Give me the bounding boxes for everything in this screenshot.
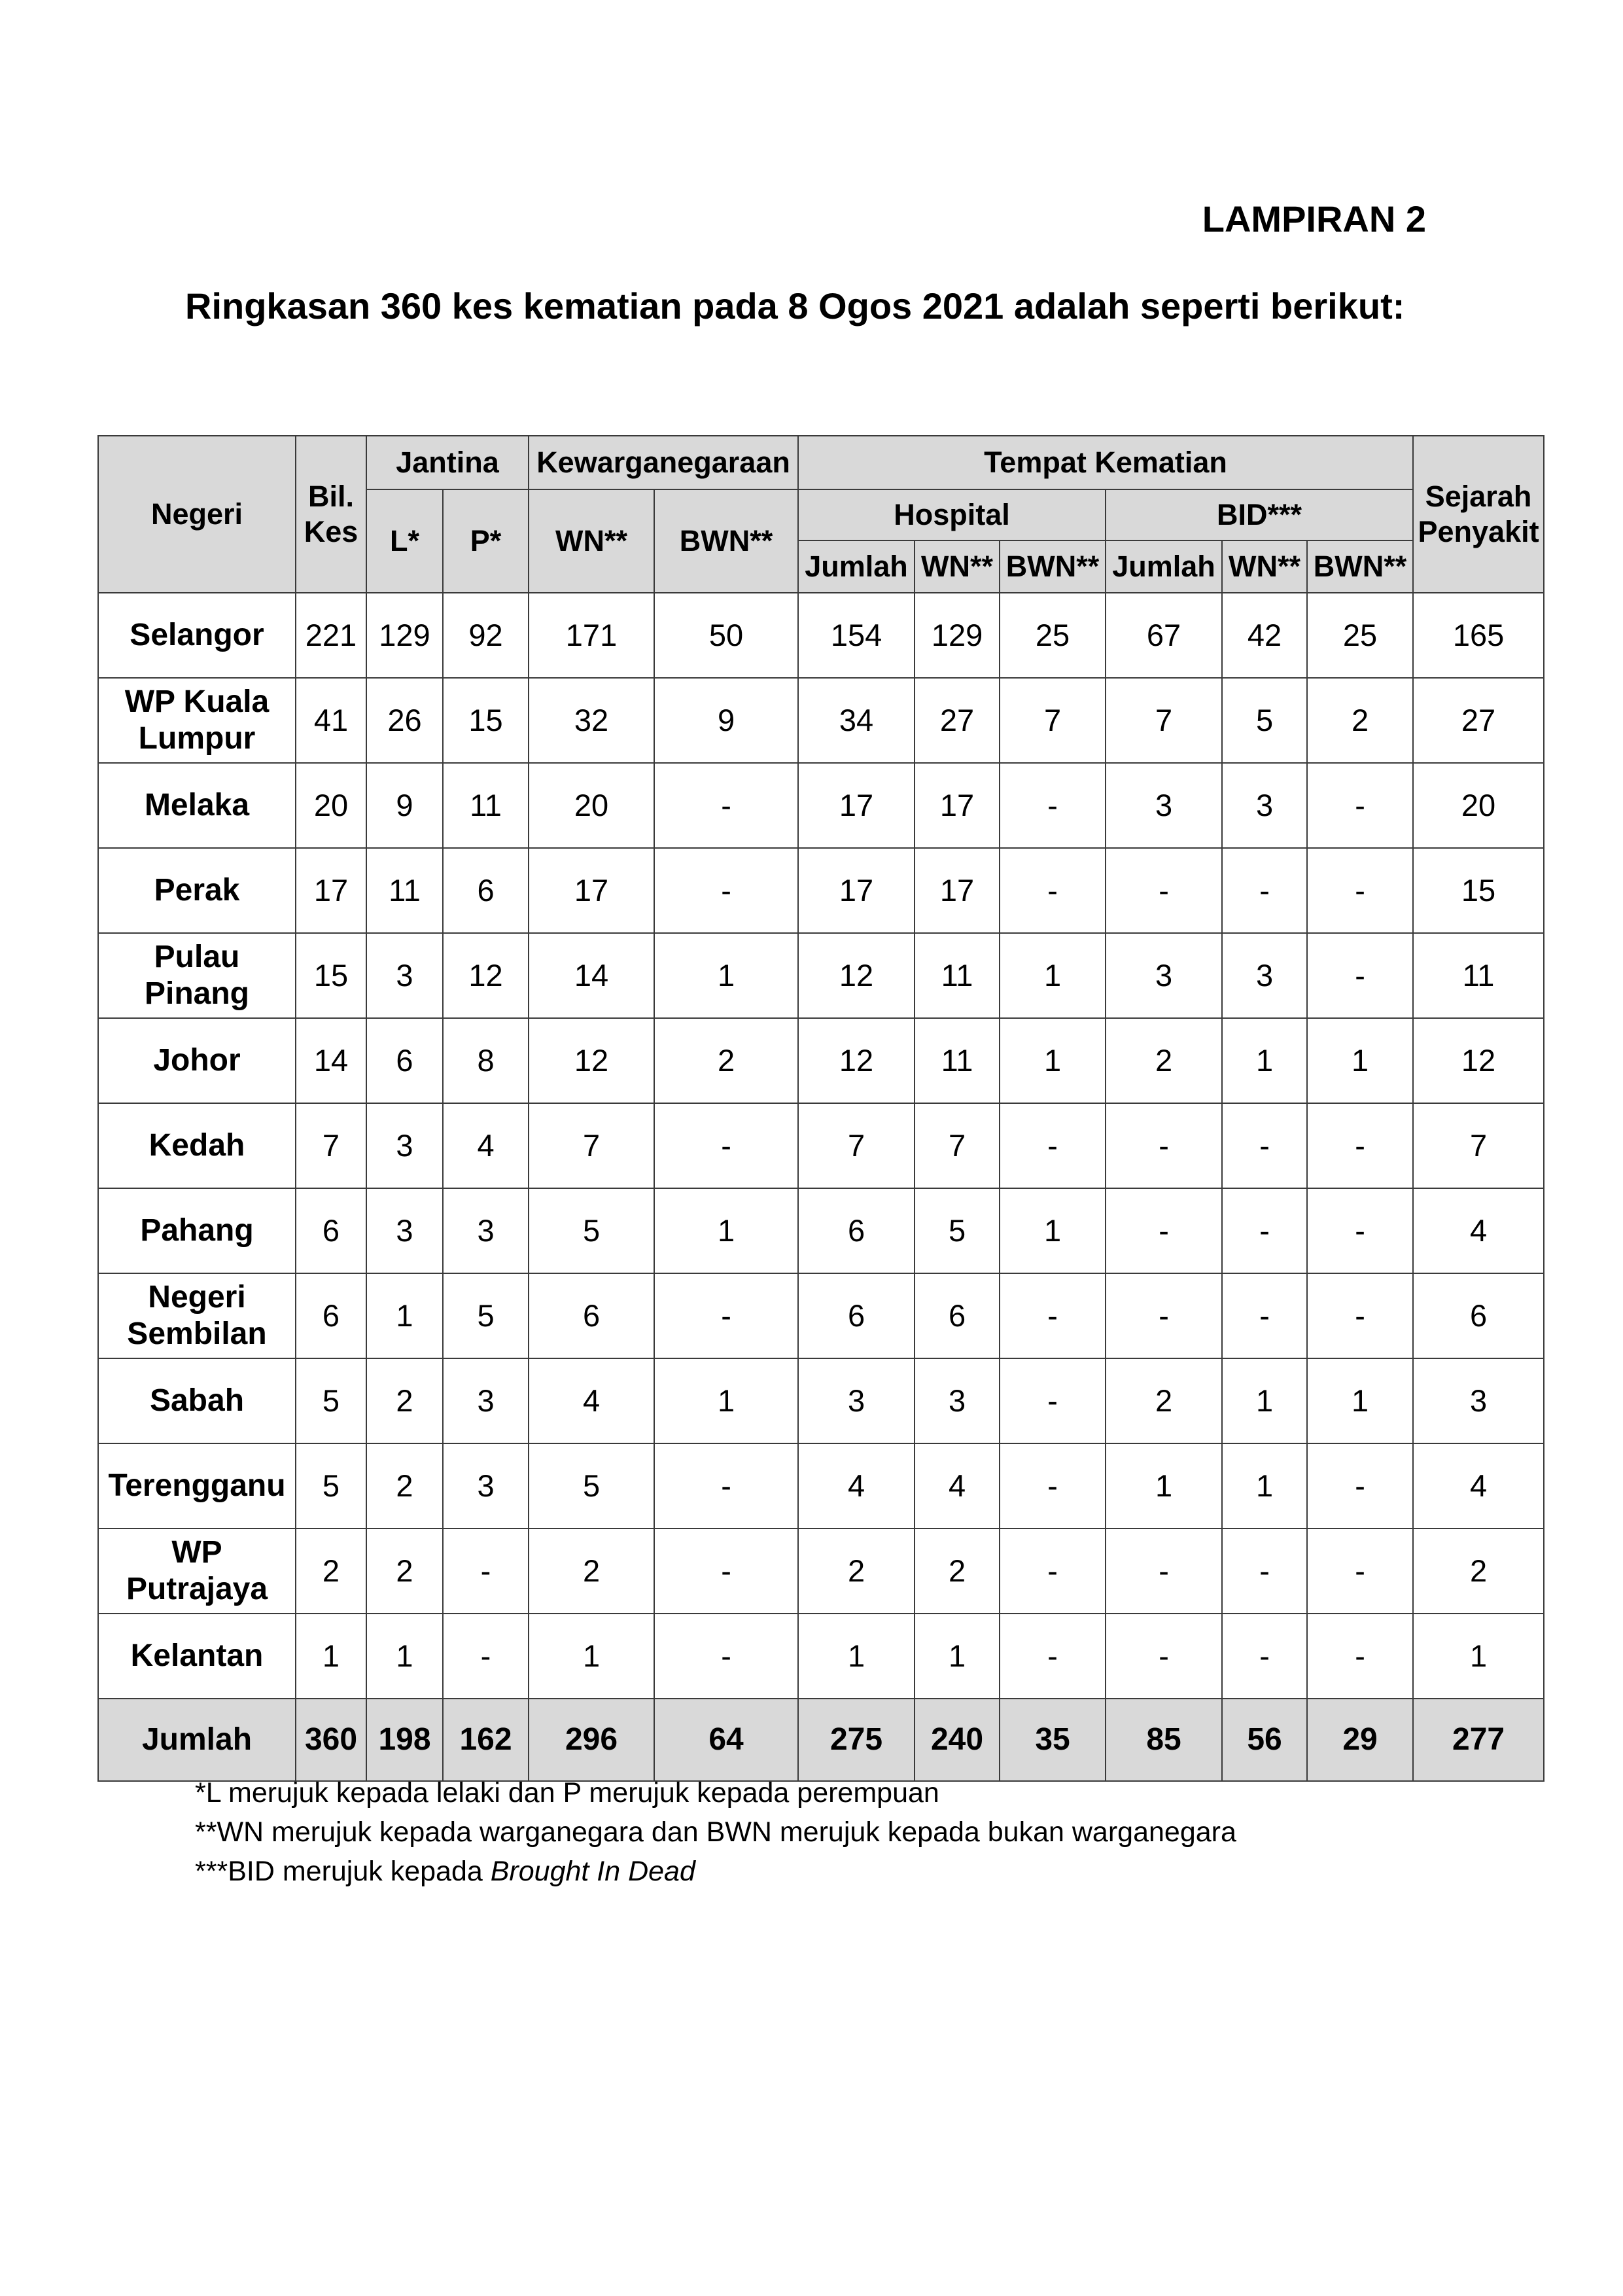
table-row [98,848,1544,933]
cell-negeri: Selangor [98,593,296,678]
cell-bid-wn: - [1222,848,1307,933]
cell-bil-kes: 20 [296,763,366,848]
cell-bwn: - [654,848,798,933]
cell-bid-wn: - [1222,1273,1307,1358]
total-bid-bwn: 29 [1307,1699,1413,1781]
cell-bwn: - [654,1614,798,1699]
cell-bid-jumlah: 1 [1106,1443,1222,1528]
cell-negeri: WP Putrajaya [98,1528,296,1614]
cell-hospital-bwn: - [1000,1443,1106,1528]
cell-bid-jumlah: 3 [1106,763,1222,848]
cell-hospital-jumlah: 4 [798,1443,915,1528]
cell-bil-kes: 14 [296,1018,366,1103]
total-p: 162 [443,1699,529,1781]
cell-wn: 1 [529,1614,654,1699]
cell-bid-wn: - [1222,1614,1307,1699]
total-bil-kes: 360 [296,1699,366,1781]
cell-bid-jumlah: 3 [1106,933,1222,1018]
footnotes [195,1773,1236,1891]
cell-negeri: Perak [98,848,296,933]
table-header [98,436,1544,593]
table-row [98,1528,1544,1614]
cell-bid-bwn: - [1307,1273,1413,1358]
cell-bid-bwn: - [1307,763,1413,848]
cell-sejarah-penyakit: 27 [1413,678,1544,763]
cell-sejarah-penyakit: 4 [1413,1188,1544,1273]
cell-hospital-bwn: 25 [1000,593,1106,678]
cell-hospital-bwn: 1 [1000,933,1106,1018]
cell-bil-kes: 7 [296,1103,366,1188]
header-bwn: BWN** [654,489,798,593]
cell-bwn: 2 [654,1018,798,1103]
total-bid-jumlah: 85 [1106,1699,1222,1781]
cell-wn: 20 [529,763,654,848]
total-hospital-jumlah: 275 [798,1699,915,1781]
cell-p: 3 [443,1443,529,1528]
header-l: L* [366,489,443,593]
cell-p: 6 [443,848,529,933]
cell-negeri: Kelantan [98,1614,296,1699]
cell-hospital-jumlah: 34 [798,678,915,763]
cell-bid-bwn: - [1307,1614,1413,1699]
cell-bid-jumlah: - [1106,1614,1222,1699]
cell-bid-jumlah: 2 [1106,1018,1222,1103]
cell-bwn: 9 [654,678,798,763]
cell-negeri: Sabah [98,1358,296,1443]
cell-hospital-wn: 4 [915,1443,1000,1528]
table-row [98,1443,1544,1528]
cell-bwn: 1 [654,1358,798,1443]
total-negeri: Jumlah [98,1699,296,1781]
table-row [98,1614,1544,1699]
cell-bid-wn: 1 [1222,1443,1307,1528]
cell-sejarah-penyakit: 3 [1413,1358,1544,1443]
header-bid-jumlah: Jumlah [1106,540,1222,593]
cell-hospital-bwn: - [1000,848,1106,933]
total-bid-wn: 56 [1222,1699,1307,1781]
cell-bid-jumlah: - [1106,1273,1222,1358]
cell-bwn: 1 [654,1188,798,1273]
table-row [98,1018,1544,1103]
cell-wn: 5 [529,1188,654,1273]
cell-p: 92 [443,593,529,678]
cell-l: 6 [366,1018,443,1103]
cell-bid-wn: - [1222,1103,1307,1188]
footnote-l-p: *L merujuk kepada lelaki dan P merujuk kepada perempuan [195,1777,939,1809]
cell-negeri: Kedah [98,1103,296,1188]
cell-l: 1 [366,1614,443,1699]
cell-bwn: 50 [654,593,798,678]
header-hospital: Hospital [798,489,1106,540]
cell-p: - [443,1614,529,1699]
cell-bid-wn: 3 [1222,763,1307,848]
cell-sejarah-penyakit: 20 [1413,763,1544,848]
cell-bid-bwn: 1 [1307,1358,1413,1443]
cell-hospital-jumlah: 17 [798,848,915,933]
cell-hospital-jumlah: 1 [798,1614,915,1699]
header-bid-bwn: BWN** [1307,540,1413,593]
cell-bil-kes: 5 [296,1358,366,1443]
cell-l: 2 [366,1528,443,1614]
cell-bil-kes: 221 [296,593,366,678]
cell-hospital-bwn: - [1000,1103,1106,1188]
cell-l: 9 [366,763,443,848]
cell-bid-jumlah: - [1106,1528,1222,1614]
cell-bil-kes: 41 [296,678,366,763]
cell-bid-jumlah: 2 [1106,1358,1222,1443]
cell-bid-bwn: - [1307,1443,1413,1528]
cell-bil-kes: 15 [296,933,366,1018]
total-l: 198 [366,1699,443,1781]
cell-sejarah-penyakit: 2 [1413,1528,1544,1614]
cell-hospital-jumlah: 2 [798,1528,915,1614]
cell-wn: 2 [529,1528,654,1614]
cell-bil-kes: 6 [296,1188,366,1273]
cell-l: 129 [366,593,443,678]
cell-bid-wn: 42 [1222,593,1307,678]
cell-bwn: - [654,1103,798,1188]
cell-p: 15 [443,678,529,763]
table-row [98,593,1544,678]
cell-l: 3 [366,1103,443,1188]
cell-p: 11 [443,763,529,848]
cell-bid-wn: 1 [1222,1018,1307,1103]
cell-bid-jumlah: - [1106,1188,1222,1273]
footnote-wn-bwn: **WN merujuk kepada warganegara dan BWN merujuk kepada bukan warganegara [195,1816,1236,1848]
cell-wn: 14 [529,933,654,1018]
header-negeri: Negeri [98,436,296,593]
cell-p: 5 [443,1273,529,1358]
cell-wn: 32 [529,678,654,763]
cell-hospital-wn: 3 [915,1358,1000,1443]
cell-bil-kes: 17 [296,848,366,933]
table-footer [98,1699,1544,1781]
cell-hospital-jumlah: 7 [798,1103,915,1188]
cell-bid-bwn: 25 [1307,593,1413,678]
cell-bwn: 1 [654,933,798,1018]
header-hospital-jumlah: Jumlah [798,540,915,593]
cell-wn: 17 [529,848,654,933]
total-wn: 296 [529,1699,654,1781]
header-jantina: Jantina [366,436,529,489]
cell-hospital-bwn: 1 [1000,1188,1106,1273]
cell-sejarah-penyakit: 165 [1413,593,1544,678]
cell-hospital-bwn: 7 [1000,678,1106,763]
total-sejarah-penyakit: 277 [1413,1699,1544,1781]
cell-negeri: Johor [98,1018,296,1103]
cell-p: 3 [443,1188,529,1273]
cell-wn: 4 [529,1358,654,1443]
total-bwn: 64 [654,1699,798,1781]
header-sejarah-penyakit: Sejarah Penyakit [1413,436,1544,593]
cell-sejarah-penyakit: 1 [1413,1614,1544,1699]
cell-negeri: Pulau Pinang [98,933,296,1018]
cell-hospital-wn: 17 [915,848,1000,933]
cell-l: 3 [366,1188,443,1273]
cell-l: 3 [366,933,443,1018]
cell-bid-jumlah: 67 [1106,593,1222,678]
cell-l: 2 [366,1358,443,1443]
cell-bid-jumlah: - [1106,848,1222,933]
cell-hospital-jumlah: 154 [798,593,915,678]
cell-negeri: Melaka [98,763,296,848]
cell-bid-bwn: - [1307,848,1413,933]
cell-wn: 5 [529,1443,654,1528]
cell-negeri: Pahang [98,1188,296,1273]
cell-hospital-bwn: - [1000,1358,1106,1443]
cell-hospital-bwn: 1 [1000,1018,1106,1103]
cell-bid-wn: 5 [1222,678,1307,763]
cell-bil-kes: 1 [296,1614,366,1699]
cell-hospital-wn: 1 [915,1614,1000,1699]
header-kewarganegaraan: Kewarganegaraan [529,436,798,489]
cell-l: 1 [366,1273,443,1358]
cell-hospital-jumlah: 6 [798,1188,915,1273]
table-row [98,1188,1544,1273]
cell-bil-kes: 5 [296,1443,366,1528]
cell-sejarah-penyakit: 7 [1413,1103,1544,1188]
cell-hospital-wn: 11 [915,933,1000,1018]
table-row [98,763,1544,848]
cell-hospital-bwn: - [1000,763,1106,848]
cell-bid-bwn: - [1307,1103,1413,1188]
cell-hospital-jumlah: 12 [798,1018,915,1103]
header-hospital-wn: WN** [915,540,1000,593]
cell-negeri: WP Kuala Lumpur [98,678,296,763]
cell-wn: 171 [529,593,654,678]
total-row [98,1699,1544,1781]
cell-p: 4 [443,1103,529,1188]
cell-p: 8 [443,1018,529,1103]
cell-hospital-jumlah: 17 [798,763,915,848]
cell-bil-kes: 2 [296,1528,366,1614]
cell-bid-jumlah: - [1106,1103,1222,1188]
cell-hospital-wn: 17 [915,763,1000,848]
cell-bid-wn: - [1222,1188,1307,1273]
cell-bid-bwn: - [1307,1528,1413,1614]
header-bid-wn: WN** [1222,540,1307,593]
table-body [98,593,1544,1699]
cell-wn: 7 [529,1103,654,1188]
cell-bid-wn: 1 [1222,1358,1307,1443]
cell-hospital-wn: 129 [915,593,1000,678]
cell-l: 11 [366,848,443,933]
death-summary-table [97,435,1544,1782]
cell-sejarah-penyakit: 6 [1413,1273,1544,1358]
cell-p: - [443,1528,529,1614]
cell-bwn: - [654,763,798,848]
total-hospital-wn: 240 [915,1699,1000,1781]
cell-hospital-jumlah: 12 [798,933,915,1018]
intro-paragraph: Ringkasan 360 kes kematian pada 8 Ogos 2021 adalah seperti berikut: [185,285,1405,327]
table-row [98,1358,1544,1443]
table-row [98,1103,1544,1188]
cell-p: 12 [443,933,529,1018]
cell-bid-jumlah: 7 [1106,678,1222,763]
cell-bid-bwn: 2 [1307,678,1413,763]
cell-bil-kes: 6 [296,1273,366,1358]
cell-l: 2 [366,1443,443,1528]
header-hospital-bwn: BWN** [1000,540,1106,593]
cell-hospital-bwn: - [1000,1614,1106,1699]
header-bil-kes: Bil. Kes [296,436,366,593]
cell-hospital-bwn: - [1000,1528,1106,1614]
cell-sejarah-penyakit: 11 [1413,933,1544,1018]
cell-bwn: - [654,1528,798,1614]
cell-hospital-jumlah: 3 [798,1358,915,1443]
table-row [98,1273,1544,1358]
table-row [98,933,1544,1018]
cell-hospital-wn: 5 [915,1188,1000,1273]
cell-bid-wn: - [1222,1528,1307,1614]
lampiran-label: LAMPIRAN 2 [1202,198,1426,239]
cell-wn: 12 [529,1018,654,1103]
cell-sejarah-penyakit: 12 [1413,1018,1544,1103]
header-bid: BID*** [1106,489,1413,540]
footnote-bid-italic: Brought In Dead [490,1856,695,1887]
cell-bid-bwn: - [1307,933,1413,1018]
cell-l: 26 [366,678,443,763]
cell-bwn: - [654,1273,798,1358]
cell-negeri: Negeri Sembilan [98,1273,296,1358]
table-row [98,678,1544,763]
cell-hospital-wn: 27 [915,678,1000,763]
footnote-bid [195,1852,1236,1891]
cell-hospital-jumlah: 6 [798,1273,915,1358]
total-hospital-bwn: 35 [1000,1699,1106,1781]
cell-hospital-wn: 7 [915,1103,1000,1188]
cell-hospital-wn: 11 [915,1018,1000,1103]
cell-negeri: Terengganu [98,1443,296,1528]
header-wn: WN** [529,489,654,593]
cell-bwn: - [654,1443,798,1528]
cell-p: 3 [443,1358,529,1443]
footnote-bid-text: ***BID merujuk kepada [195,1856,491,1887]
cell-sejarah-penyakit: 4 [1413,1443,1544,1528]
cell-sejarah-penyakit: 15 [1413,848,1544,933]
cell-bid-bwn: 1 [1307,1018,1413,1103]
cell-bid-bwn: - [1307,1188,1413,1273]
header-p: P* [443,489,529,593]
header-tempat-kematian: Tempat Kematian [798,436,1413,489]
cell-hospital-wn: 2 [915,1528,1000,1614]
cell-wn: 6 [529,1273,654,1358]
cell-hospital-wn: 6 [915,1273,1000,1358]
cell-bid-wn: 3 [1222,933,1307,1018]
cell-hospital-bwn: - [1000,1273,1106,1358]
